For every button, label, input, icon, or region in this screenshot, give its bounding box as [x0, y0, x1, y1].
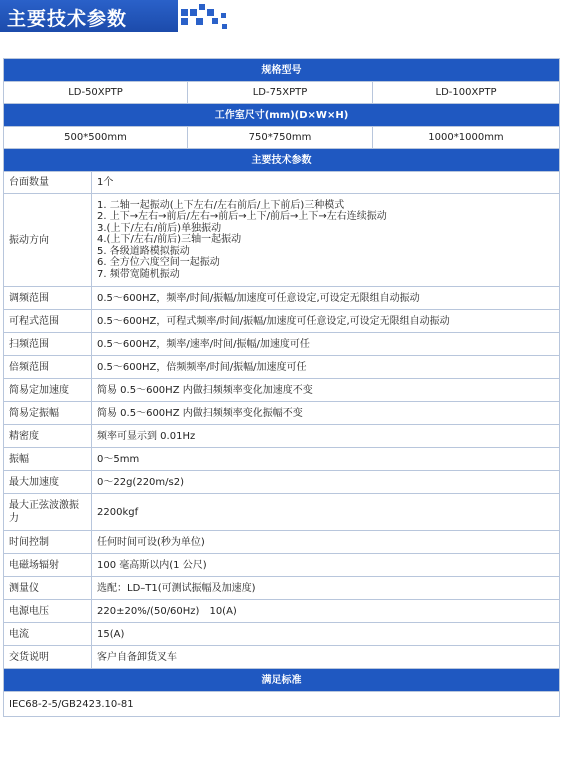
chamber-header: 工作室尺寸(mm)(D×W×H)	[4, 104, 560, 127]
param-value: 100 毫高斯以内(1 公尺)	[92, 554, 560, 577]
params-header: 主要技术参数	[4, 149, 560, 172]
model-cell: LD-100XPTP	[373, 82, 560, 104]
param-value: 简易 0.5～600HZ 内做扫频频率变化振幅不变	[92, 402, 560, 425]
param-label: 简易定加速度	[4, 379, 92, 402]
param-row	[4, 554, 560, 577]
list-item: 2. 上下→左右→前后/左右→前后→上下/前后→上下→左右连续振动	[97, 211, 387, 223]
param-value: 0～22g(220m/s2)	[92, 471, 560, 494]
param-row	[4, 310, 560, 333]
param-row	[4, 333, 560, 356]
list-item: 7. 频带宽随机振动	[97, 268, 180, 280]
param-value: 0.5～600HZ，频率/时间/振幅/加速度可任意设定,可设定无限组自动振动	[92, 287, 560, 310]
param-value: 任何时间可设(秒为单位)	[92, 531, 560, 554]
param-label: 电源电压	[4, 600, 92, 623]
param-value: 0～5mm	[92, 448, 560, 471]
param-label: 简易定振幅	[4, 402, 92, 425]
list-item: 5. 各级道路模拟振动	[97, 245, 190, 257]
param-row	[4, 287, 560, 310]
param-label: 振动方向	[4, 194, 92, 287]
param-value-list	[92, 194, 560, 287]
param-row	[4, 402, 560, 425]
list-item: 3.(上下/左右/前后)单独振动	[97, 222, 222, 234]
param-label: 电流	[4, 623, 92, 646]
param-row	[4, 646, 560, 669]
param-row	[4, 448, 560, 471]
chamber-cell: 500*500mm	[4, 127, 188, 149]
param-label: 电磁场辐射	[4, 554, 92, 577]
standards-header: 满足标准	[4, 669, 560, 692]
param-row	[4, 531, 560, 554]
model-cell: LD-50XPTP	[4, 82, 188, 104]
section-header	[0, 0, 562, 38]
param-row	[4, 600, 560, 623]
chamber-row	[4, 127, 560, 149]
model-header: 规格型号	[4, 59, 560, 82]
standards-value: IEC68-2-5/GB2423.10-81	[4, 692, 560, 717]
param-label: 倍频范围	[4, 356, 92, 379]
params-header-row	[4, 149, 560, 172]
param-row	[4, 379, 560, 402]
param-value: 2200kgf	[92, 494, 560, 531]
param-value: 15(A)	[92, 623, 560, 646]
model-header-row	[4, 59, 560, 82]
chamber-cell: 1000*1000mm	[373, 127, 560, 149]
spec-table	[3, 58, 560, 717]
list-item: 1. 二轴一起振动(上下左右/左右前后/上下前后)三种模式	[97, 199, 345, 211]
list-item: 6. 全方位六度空间一起振动	[97, 257, 220, 269]
param-value: 0.5～600HZ，频率/速率/时间/振幅/加速度可任	[92, 333, 560, 356]
param-row	[4, 494, 560, 531]
param-row	[4, 425, 560, 448]
param-value: 1个	[92, 172, 560, 194]
param-value: 简易 0.5～600HZ 内做扫频频率变化加速度不变	[92, 379, 560, 402]
param-value: 频率可显示到 0.01Hz	[92, 425, 560, 448]
list-item: 4.(上下/左右/前后)三轴一起振动	[97, 234, 242, 246]
param-label: 扫频范围	[4, 333, 92, 356]
param-value: 0.5～600HZ，倍频频率/时间/振幅/加速度可任	[92, 356, 560, 379]
standards-header-row	[4, 669, 560, 692]
param-label: 台面数量	[4, 172, 92, 194]
param-row	[4, 194, 560, 287]
param-value: 选配：LD–T1(可测试振幅及加速度)	[92, 577, 560, 600]
standards-row	[4, 692, 560, 717]
param-label: 调频范围	[4, 287, 92, 310]
param-label: 振幅	[4, 448, 92, 471]
param-value: 220±20%/(50/60Hz) 10(A)	[92, 600, 560, 623]
param-label: 最大正弦波激振力	[4, 494, 92, 531]
param-label: 可程式范围	[4, 310, 92, 333]
param-label: 时间控制	[4, 531, 92, 554]
param-label: 最大加速度	[4, 471, 92, 494]
param-row	[4, 623, 560, 646]
param-value: 0.5～600HZ，可程式频率/时间/振幅/加速度可任意设定,可设定无限组自动振动	[92, 310, 560, 333]
param-label: 交货说明	[4, 646, 92, 669]
param-row	[4, 471, 560, 494]
title-banner	[0, 0, 178, 32]
param-value: 客户自备卸货叉车	[92, 646, 560, 669]
chamber-header-row	[4, 104, 560, 127]
param-label: 测量仪	[4, 577, 92, 600]
param-row	[4, 172, 560, 194]
param-row	[4, 577, 560, 600]
model-cell: LD-75XPTP	[188, 82, 373, 104]
param-row	[4, 356, 560, 379]
model-row	[4, 82, 560, 104]
param-label: 精密度	[4, 425, 92, 448]
page-title: 主要技术参数	[7, 8, 128, 30]
chamber-cell: 750*750mm	[188, 127, 373, 149]
